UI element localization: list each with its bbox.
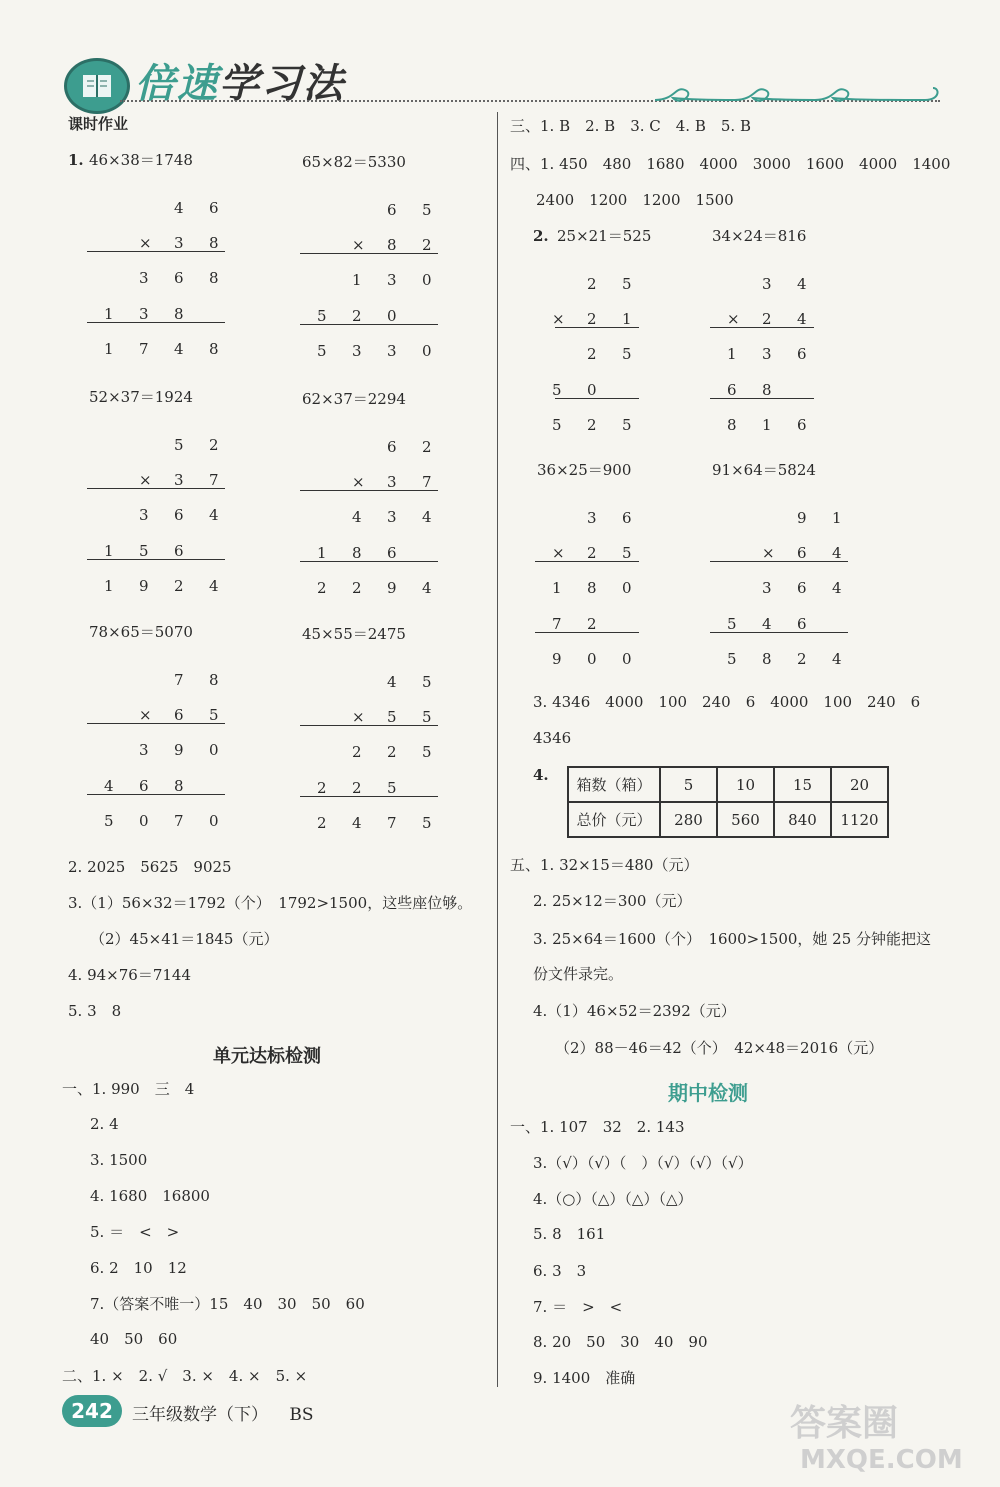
table-cell: 10 <box>717 767 774 802</box>
digit: 5 <box>622 345 632 363</box>
brand-logo <box>64 58 130 114</box>
table-cell: 1120 <box>831 802 888 837</box>
digit: 6 <box>174 542 184 560</box>
answer-line: 三、1. B 2. B 3. C 4. B 5. B <box>510 117 751 135</box>
table-cell: 560 <box>717 802 774 837</box>
digit: × <box>762 544 775 562</box>
q3-line1: 3. 4346 4000 100 240 6 4000 100 240 6 <box>533 693 921 711</box>
digit: 3 <box>139 305 149 323</box>
digit: 2 <box>422 236 432 254</box>
calc-rule-1 <box>535 561 639 562</box>
digit: 8 <box>209 269 219 287</box>
watermark-logo: 答案圈 <box>790 1403 899 1444</box>
digit: 6 <box>387 438 397 456</box>
digit: × <box>352 473 365 491</box>
calc-rule-1 <box>710 561 848 562</box>
digit: 5 <box>552 416 562 434</box>
digit: × <box>139 471 152 489</box>
digit: 5 <box>422 201 432 219</box>
digit: 1 <box>622 310 632 328</box>
digit: 6 <box>797 579 807 597</box>
digit: 5 <box>139 542 149 560</box>
answer-line: 份文件录完。 <box>533 965 624 983</box>
equation: 91×64＝5824 <box>712 461 816 479</box>
digit: 6 <box>797 345 807 363</box>
digit: 3 <box>762 579 772 597</box>
calc-rule-1 <box>300 253 438 254</box>
digit: 8 <box>209 340 219 358</box>
digit: 2 <box>587 345 597 363</box>
digit: 0 <box>587 381 597 399</box>
brand-title-b: 学习法 <box>219 61 345 107</box>
digit: 1 <box>552 579 562 597</box>
digit: 0 <box>209 812 219 830</box>
price-table <box>567 766 889 838</box>
calc-rule-2 <box>300 561 438 562</box>
equation: 25×21＝525 <box>557 227 652 245</box>
digit: 5 <box>622 416 632 434</box>
digit: 6 <box>797 544 807 562</box>
digit: 2 <box>762 310 772 328</box>
digit: 4 <box>209 506 219 524</box>
answer-line: 7.（答案不唯一）15 40 30 50 60 <box>90 1295 365 1313</box>
answer-line: 2400 1200 1200 1500 <box>536 191 734 209</box>
table-row <box>568 767 888 802</box>
digit: 4 <box>832 650 842 668</box>
digit: 8 <box>209 234 219 252</box>
digit: 8 <box>209 671 219 689</box>
answer-line: 8. 20 50 30 40 90 <box>533 1333 708 1351</box>
digit: 5 <box>387 779 397 797</box>
equation: 62×37＝2294 <box>302 390 406 408</box>
digit: 2 <box>317 814 327 832</box>
digit: 9 <box>174 741 184 759</box>
digit: 4 <box>832 579 842 597</box>
digit: 4 <box>422 579 432 597</box>
digit: 7 <box>422 473 432 491</box>
footer-book-title <box>132 1400 314 1425</box>
digit: 1 <box>104 542 114 560</box>
table-cell: 840 <box>774 802 831 837</box>
answer-line: 4. 94×76＝7144 <box>68 966 191 984</box>
digit: 6 <box>174 269 184 287</box>
answer-line: 3.（1）56×32＝1792（个） 1792>1500，这些座位够。 <box>68 894 473 912</box>
calc-rule-2 <box>555 398 639 399</box>
digit: 5 <box>422 708 432 726</box>
table-cell: 15 <box>774 767 831 802</box>
digit: × <box>352 708 365 726</box>
digit: 7 <box>174 812 184 830</box>
digit: 2 <box>209 436 219 454</box>
digit: 2 <box>352 743 362 761</box>
answer-line: 2. 25×12＝300（元） <box>533 892 692 910</box>
equation: 78×65＝5070 <box>89 623 193 641</box>
digit: 5 <box>174 436 184 454</box>
digit: 8 <box>727 416 737 434</box>
digit: 2 <box>352 307 362 325</box>
answer-line: 40 50 60 <box>90 1330 178 1348</box>
digit: 8 <box>174 305 184 323</box>
digit: 1 <box>762 416 772 434</box>
digit: 3 <box>352 342 362 360</box>
digit: 6 <box>209 199 219 217</box>
digit: 7 <box>139 340 149 358</box>
digit: 2 <box>797 650 807 668</box>
digit: 9 <box>387 579 397 597</box>
digit: 5 <box>622 275 632 293</box>
digit: 3 <box>139 269 149 287</box>
digit: 1 <box>727 345 737 363</box>
answer-line: 2. 2025 5625 9025 <box>68 858 232 876</box>
digit: 6 <box>727 381 737 399</box>
digit: 3 <box>174 471 184 489</box>
answer-line: 3. 25×64＝1600（个） 1600>1500，她 25 分钟能把这 <box>533 930 932 948</box>
digit: × <box>552 544 565 562</box>
digit: 0 <box>387 307 397 325</box>
answer-line: （2）88－46＝42（个） 42×48＝2016（元） <box>555 1039 884 1057</box>
digit: 2 <box>352 779 362 797</box>
q2-label: 2. <box>533 227 549 245</box>
equation: 65×82＝5330 <box>302 153 406 171</box>
digit: 7 <box>209 471 219 489</box>
page-number: 242 <box>62 1395 122 1427</box>
calc-rule-2 <box>710 398 814 399</box>
calc-rule-1 <box>87 723 225 724</box>
digit: 5 <box>422 743 432 761</box>
digit: 2 <box>587 416 597 434</box>
digit: 8 <box>762 650 772 668</box>
digit: 5 <box>422 814 432 832</box>
digit: × <box>727 310 740 328</box>
digit: 6 <box>174 506 184 524</box>
digit: 7 <box>387 814 397 832</box>
answer-line: 五、1. 32×15＝480（元） <box>510 856 699 874</box>
answer-line: 4. 1680 16800 <box>90 1187 210 1205</box>
digit: 4 <box>832 544 842 562</box>
answer-line: 6. 3 3 <box>533 1262 587 1280</box>
brand-title-a: 倍速 <box>135 61 219 107</box>
digit: × <box>352 236 365 254</box>
digit: 1 <box>104 305 114 323</box>
digit: 0 <box>422 342 432 360</box>
q4-label: 4. <box>533 766 549 784</box>
digit: 8 <box>587 579 597 597</box>
table-cell: 20 <box>831 767 888 802</box>
digit: 4 <box>352 508 362 526</box>
calc-rule-2 <box>87 794 225 795</box>
digit: 0 <box>622 579 632 597</box>
calc-rule-1 <box>710 327 814 328</box>
calc-rule-2 <box>300 324 438 325</box>
digit: 9 <box>139 577 149 595</box>
calc-rule-2 <box>300 796 438 797</box>
column-divider <box>497 112 498 1387</box>
digit: × <box>552 310 565 328</box>
digit: 6 <box>797 615 807 633</box>
answer-line: 二、1. × 2. √ 3. × 4. × 5. × <box>62 1367 308 1385</box>
digit: 2 <box>587 310 597 328</box>
table-cell: 箱数（箱） <box>568 767 660 802</box>
calc-rule-1 <box>555 327 639 328</box>
digit: 0 <box>209 741 219 759</box>
digit: 0 <box>587 650 597 668</box>
digit: 2 <box>317 779 327 797</box>
digit: 5 <box>104 812 114 830</box>
digit: 4 <box>797 310 807 328</box>
digit: 8 <box>174 777 184 795</box>
digit: 3 <box>387 271 397 289</box>
digit: 6 <box>622 509 632 527</box>
calc-rule-1 <box>87 488 225 489</box>
digit: 3 <box>387 508 397 526</box>
digit: 4 <box>174 340 184 358</box>
answer-line: 9. 1400 准确 <box>533 1369 636 1387</box>
digit: 5 <box>387 708 397 726</box>
price-table-wrap <box>567 766 889 838</box>
calc-rule-2 <box>87 322 225 323</box>
digit: 2 <box>352 579 362 597</box>
equation: 34×24＝816 <box>712 227 807 245</box>
section-label: 课时作业 <box>68 115 129 133</box>
answer-line: 一、1. 107 32 2. 143 <box>510 1118 685 1136</box>
digit: 6 <box>174 706 184 724</box>
digit: 2 <box>587 275 597 293</box>
digit: 1 <box>352 271 362 289</box>
digit: × <box>139 706 152 724</box>
digit: 0 <box>422 271 432 289</box>
table-cell: 5 <box>660 767 717 802</box>
digit: 5 <box>727 650 737 668</box>
answer-line: 4.（○）（△）（△）（△） <box>533 1190 693 1208</box>
digit: 7 <box>174 671 184 689</box>
digit: 4 <box>387 673 397 691</box>
table-cell: 总价（元） <box>568 802 660 837</box>
equation: 36×25＝900 <box>537 461 632 479</box>
digit: 3 <box>139 506 149 524</box>
digit: 7 <box>552 615 562 633</box>
header-swirl-decoration <box>655 78 945 108</box>
digit: 8 <box>387 236 397 254</box>
digit: 8 <box>762 381 772 399</box>
digit: 3 <box>139 741 149 759</box>
digit: 5 <box>552 381 562 399</box>
answer-line: 7. ＝ > < <box>533 1298 623 1316</box>
digit: 3 <box>387 473 397 491</box>
calc-rule-1 <box>300 725 438 726</box>
calc-rule-2 <box>87 559 225 560</box>
digit: 6 <box>797 416 807 434</box>
answer-line: 四、1. 450 480 1680 4000 3000 1600 4000 1400 <box>510 155 951 173</box>
digit: 9 <box>552 650 562 668</box>
digit: × <box>139 234 152 252</box>
digit: 1 <box>832 509 842 527</box>
table-cell: 280 <box>660 802 717 837</box>
digit: 3 <box>174 234 184 252</box>
digit: 2 <box>422 438 432 456</box>
unit-test-title: 单元达标检测 <box>213 1046 321 1067</box>
digit: 4 <box>352 814 362 832</box>
digit: 1 <box>317 544 327 562</box>
answer-line: 5. 8 161 <box>533 1225 606 1243</box>
calc-rule-2 <box>710 632 848 633</box>
digit: 8 <box>352 544 362 562</box>
book-icon <box>81 71 113 101</box>
digit: 3 <box>587 509 597 527</box>
digit: 1 <box>104 577 114 595</box>
answer-line: 4.（1）46×52＝2392（元） <box>533 1002 736 1020</box>
answer-line: （2）45×41＝1845（元） <box>90 930 279 948</box>
digit: 0 <box>622 650 632 668</box>
digit: 2 <box>587 615 597 633</box>
digit: 6 <box>387 201 397 219</box>
digit: 9 <box>797 509 807 527</box>
digit: 2 <box>317 579 327 597</box>
digit: 4 <box>104 777 114 795</box>
answer-line: 一、1. 990 三 4 <box>62 1080 195 1098</box>
digit: 6 <box>139 777 149 795</box>
table-row <box>568 802 888 837</box>
digit: 5 <box>622 544 632 562</box>
digit: 5 <box>727 615 737 633</box>
q3-line2: 4346 <box>533 729 572 747</box>
answer-line: 3. 1500 <box>90 1151 148 1169</box>
digit: 3 <box>762 275 772 293</box>
digit: 2 <box>587 544 597 562</box>
digit: 5 <box>317 342 327 360</box>
digit: 2 <box>387 743 397 761</box>
digit: 1 <box>104 340 114 358</box>
q1-label: 1. <box>68 151 84 169</box>
digit: 4 <box>209 577 219 595</box>
answer-line: 2. 4 <box>90 1115 119 1133</box>
digit: 6 <box>387 544 397 562</box>
digit: 5 <box>422 673 432 691</box>
digit: 2 <box>174 577 184 595</box>
digit: 4 <box>422 508 432 526</box>
answer-line: 3.（√）（√）（ ）（√）（√）（√） <box>533 1154 753 1172</box>
answer-line: 6. 2 10 12 <box>90 1259 187 1277</box>
digit: 3 <box>387 342 397 360</box>
footer-book: 三年级数学（下） <box>132 1405 268 1425</box>
footer-edition: BS <box>289 1405 314 1425</box>
calc-rule-1 <box>300 490 438 491</box>
digit: 3 <box>762 345 772 363</box>
digit: 4 <box>797 275 807 293</box>
watermark-url: MXQE.COM <box>800 1445 963 1475</box>
digit: 0 <box>139 812 149 830</box>
calc-rule-1 <box>87 251 225 252</box>
digit: 5 <box>209 706 219 724</box>
equation: 45×55＝2475 <box>302 625 406 643</box>
digit: 5 <box>317 307 327 325</box>
calc-rule-2 <box>535 632 639 633</box>
midterm-title: 期中检测 <box>668 1081 748 1105</box>
answer-line: 5. 3 8 <box>68 1002 122 1020</box>
digit: 4 <box>174 199 184 217</box>
equation: 46×38＝1748 <box>89 151 193 169</box>
equation: 52×37＝1924 <box>89 388 193 406</box>
digit: 4 <box>762 615 772 633</box>
answer-line: 5. ＝ < > <box>90 1223 180 1241</box>
